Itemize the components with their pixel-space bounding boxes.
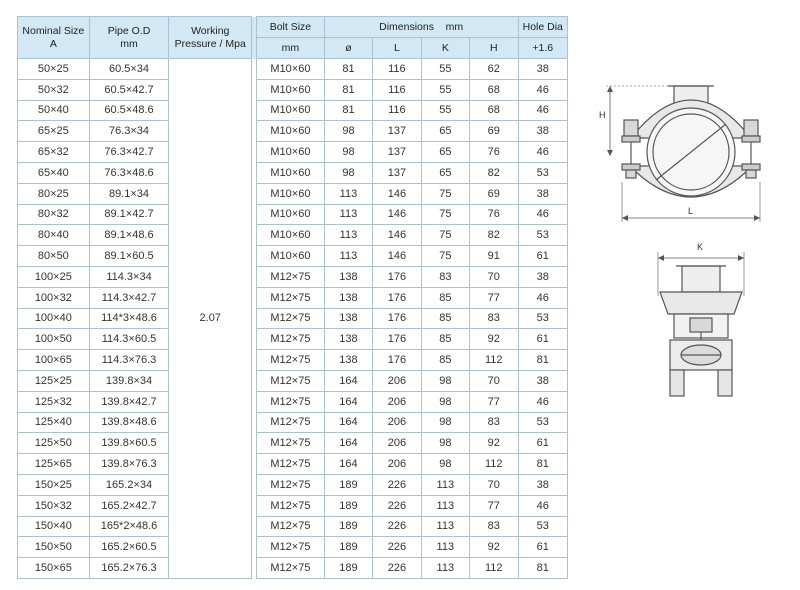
cell-hole-dia: 38 — [518, 59, 568, 80]
cell-dim-k: 113 — [421, 558, 469, 579]
cell-bolt-size: M12×75 — [257, 266, 325, 287]
saddle-clamp-side-view — [646, 236, 756, 406]
cell-pipe-od: 139.8×60.5 — [89, 433, 169, 454]
cell-dim-diameter: 138 — [324, 287, 372, 308]
cell-pipe-od: 165.2×76.3 — [89, 558, 169, 579]
table-row — [18, 100, 568, 121]
cell-pipe-od: 114.3×60.5 — [89, 329, 169, 350]
cell-nominal-size: 125×40 — [18, 412, 90, 433]
cell-dim-h: 92 — [470, 329, 518, 350]
cell-dim-l: 137 — [373, 162, 421, 183]
dimension-h-label: H — [599, 110, 606, 120]
cell-dim-diameter: 164 — [324, 391, 372, 412]
cell-bolt-size: M12×75 — [257, 329, 325, 350]
cell-dim-l: 176 — [373, 266, 421, 287]
cell-hole-dia: 53 — [518, 225, 568, 246]
cell-dim-h: 76 — [470, 142, 518, 163]
cell-dim-k: 113 — [421, 537, 469, 558]
cell-dim-h: 112 — [470, 454, 518, 475]
table-row — [18, 246, 568, 267]
cell-nominal-size: 50×40 — [18, 100, 90, 121]
header-dim-diameter: ø — [324, 38, 372, 59]
cell-dim-h: 82 — [470, 162, 518, 183]
cell-pipe-od: 114.3×76.3 — [89, 350, 169, 371]
cell-dim-k: 98 — [421, 433, 469, 454]
table-row — [18, 329, 568, 350]
cell-dim-k: 75 — [421, 183, 469, 204]
dimension-k-label: K — [697, 242, 704, 252]
cell-dim-h: 69 — [470, 121, 518, 142]
cell-pipe-od: 165*2×48.6 — [89, 516, 169, 537]
header-dim-l: L — [373, 38, 421, 59]
cell-dim-h: 112 — [470, 350, 518, 371]
cell-pipe-od: 89.1×34 — [89, 183, 169, 204]
cell-hole-dia: 61 — [518, 329, 568, 350]
cell-hole-dia: 38 — [518, 474, 568, 495]
header-dimensions: Dimensions mm — [324, 17, 518, 38]
cell-dim-k: 98 — [421, 391, 469, 412]
cell-nominal-size: 80×25 — [18, 183, 90, 204]
cell-dim-l: 176 — [373, 350, 421, 371]
cell-bolt-size: M10×60 — [257, 183, 325, 204]
cell-pipe-od: 139.8×76.3 — [89, 454, 169, 475]
header-working-pressure: Working Pressure / Mpa — [169, 17, 252, 59]
cell-hole-dia: 61 — [518, 537, 568, 558]
cell-hole-dia: 38 — [518, 370, 568, 391]
cell-dim-l: 146 — [373, 183, 421, 204]
cell-bolt-size: M10×60 — [257, 204, 325, 225]
cell-pipe-od: 60.5×34 — [89, 59, 169, 80]
table-row — [18, 183, 568, 204]
cell-nominal-size: 100×65 — [18, 350, 90, 371]
table-row — [18, 287, 568, 308]
cell-working-pressure: 2.07 — [169, 59, 252, 579]
cell-dim-h: 76 — [470, 204, 518, 225]
cell-dim-diameter: 98 — [324, 121, 372, 142]
cell-dim-diameter: 189 — [324, 516, 372, 537]
cell-hole-dia: 46 — [518, 495, 568, 516]
table-row — [18, 495, 568, 516]
cell-dim-diameter: 113 — [324, 225, 372, 246]
cell-dim-l: 176 — [373, 329, 421, 350]
cell-nominal-size: 150×32 — [18, 495, 90, 516]
cell-bolt-size: M10×60 — [257, 162, 325, 183]
cell-dim-l: 146 — [373, 225, 421, 246]
cell-dim-diameter: 81 — [324, 59, 372, 80]
cell-dim-l: 137 — [373, 142, 421, 163]
cell-hole-dia: 61 — [518, 433, 568, 454]
cell-dim-k: 75 — [421, 204, 469, 225]
cell-nominal-size: 100×25 — [18, 266, 90, 287]
cell-hole-dia: 53 — [518, 308, 568, 329]
cell-bolt-size: M12×75 — [257, 537, 325, 558]
cell-dim-diameter: 138 — [324, 266, 372, 287]
cell-dim-diameter: 138 — [324, 350, 372, 371]
cell-dim-diameter: 138 — [324, 308, 372, 329]
table-row — [18, 121, 568, 142]
cell-pipe-od: 165.2×60.5 — [89, 537, 169, 558]
header-dim-k: K — [421, 38, 469, 59]
cell-dim-k: 65 — [421, 162, 469, 183]
cell-hole-dia: 38 — [518, 266, 568, 287]
cell-dim-k: 85 — [421, 350, 469, 371]
cell-dim-l: 206 — [373, 370, 421, 391]
cell-dim-l: 116 — [373, 59, 421, 80]
table-row — [18, 142, 568, 163]
cell-dim-h: 83 — [470, 308, 518, 329]
cell-dim-h: 92 — [470, 433, 518, 454]
cell-pipe-od: 165.2×34 — [89, 474, 169, 495]
cell-dim-diameter: 113 — [324, 204, 372, 225]
table-row — [18, 79, 568, 100]
cell-nominal-size: 125×32 — [18, 391, 90, 412]
cell-dim-l: 146 — [373, 204, 421, 225]
cell-dim-k: 55 — [421, 100, 469, 121]
cell-dim-h: 77 — [470, 495, 518, 516]
cell-dim-h: 62 — [470, 59, 518, 80]
cell-dim-h: 70 — [470, 370, 518, 391]
cell-dim-k: 85 — [421, 287, 469, 308]
cell-dim-h: 68 — [470, 100, 518, 121]
cell-hole-dia: 46 — [518, 100, 568, 121]
cell-bolt-size: M12×75 — [257, 495, 325, 516]
cell-pipe-od: 89.1×60.5 — [89, 246, 169, 267]
cell-dim-l: 176 — [373, 287, 421, 308]
cell-dim-l: 116 — [373, 79, 421, 100]
cell-dim-k: 75 — [421, 225, 469, 246]
cell-dim-diameter: 98 — [324, 142, 372, 163]
header-dim-h: H — [470, 38, 518, 59]
cell-dim-h: 83 — [470, 516, 518, 537]
cell-bolt-size: M10×60 — [257, 121, 325, 142]
cell-dim-l: 226 — [373, 474, 421, 495]
cell-dim-k: 98 — [421, 370, 469, 391]
cell-dim-k: 83 — [421, 266, 469, 287]
cell-dim-diameter: 189 — [324, 495, 372, 516]
cell-bolt-size: M10×60 — [257, 59, 325, 80]
cell-dim-h: 70 — [470, 474, 518, 495]
cell-nominal-size: 100×40 — [18, 308, 90, 329]
cell-nominal-size: 80×40 — [18, 225, 90, 246]
cell-nominal-size: 80×50 — [18, 246, 90, 267]
cell-nominal-size: 50×25 — [18, 59, 90, 80]
cell-pipe-od: 165.2×42.7 — [89, 495, 169, 516]
table-row — [18, 162, 568, 183]
table-row — [18, 370, 568, 391]
cell-bolt-size: M10×60 — [257, 246, 325, 267]
saddle-clamp-spec-table — [17, 16, 568, 579]
cell-pipe-od: 76.3×48.6 — [89, 162, 169, 183]
cell-pipe-od: 114.3×34 — [89, 266, 169, 287]
cell-dim-k: 65 — [421, 142, 469, 163]
cell-nominal-size: 150×40 — [18, 516, 90, 537]
cell-bolt-size: M12×75 — [257, 287, 325, 308]
cell-hole-dia: 38 — [518, 121, 568, 142]
cell-dim-h: 91 — [470, 246, 518, 267]
cell-dim-diameter: 81 — [324, 100, 372, 121]
cell-dim-l: 176 — [373, 308, 421, 329]
cell-dim-h: 70 — [470, 266, 518, 287]
table-row — [18, 454, 568, 475]
cell-hole-dia: 46 — [518, 79, 568, 100]
cell-dim-k: 98 — [421, 412, 469, 433]
header-bolt-size: Bolt Size — [257, 17, 325, 38]
cell-hole-dia: 46 — [518, 287, 568, 308]
cell-dim-diameter: 164 — [324, 433, 372, 454]
cell-dim-l: 226 — [373, 537, 421, 558]
table-row — [18, 433, 568, 454]
cell-pipe-od: 114*3×48.6 — [89, 308, 169, 329]
cell-dim-diameter: 81 — [324, 79, 372, 100]
table-row — [18, 225, 568, 246]
cell-bolt-size: M12×75 — [257, 454, 325, 475]
cell-nominal-size: 80×32 — [18, 204, 90, 225]
cell-dim-diameter: 164 — [324, 412, 372, 433]
cell-pipe-od: 76.3×34 — [89, 121, 169, 142]
table-row — [18, 266, 568, 287]
cell-nominal-size: 65×32 — [18, 142, 90, 163]
cell-dim-diameter: 189 — [324, 474, 372, 495]
cell-dim-diameter: 113 — [324, 246, 372, 267]
cell-pipe-od: 60.5×48.6 — [89, 100, 169, 121]
table-row — [18, 391, 568, 412]
cell-pipe-od: 114.3×42.7 — [89, 287, 169, 308]
cell-nominal-size: 150×25 — [18, 474, 90, 495]
cell-nominal-size: 125×50 — [18, 433, 90, 454]
cell-dim-l: 137 — [373, 121, 421, 142]
cell-hole-dia: 53 — [518, 162, 568, 183]
table-row — [18, 558, 568, 579]
cell-bolt-size: M12×75 — [257, 433, 325, 454]
cell-dim-h: 77 — [470, 391, 518, 412]
cell-dim-diameter: 164 — [324, 454, 372, 475]
cell-dim-diameter: 98 — [324, 162, 372, 183]
table-row — [18, 537, 568, 558]
cell-hole-dia: 46 — [518, 142, 568, 163]
cell-nominal-size: 150×50 — [18, 537, 90, 558]
cell-dim-k: 98 — [421, 454, 469, 475]
table-row — [18, 516, 568, 537]
cell-hole-dia: 53 — [518, 516, 568, 537]
cell-dim-k: 75 — [421, 246, 469, 267]
cell-dim-h: 68 — [470, 79, 518, 100]
cell-pipe-od: 89.1×42.7 — [89, 204, 169, 225]
saddle-clamp-front-view — [596, 72, 786, 232]
table-row — [18, 412, 568, 433]
cell-dim-k: 85 — [421, 308, 469, 329]
cell-nominal-size: 50×32 — [18, 79, 90, 100]
cell-dim-diameter: 113 — [324, 183, 372, 204]
cell-dim-l: 226 — [373, 558, 421, 579]
cell-pipe-od: 139.8×48.6 — [89, 412, 169, 433]
cell-bolt-size: M12×75 — [257, 412, 325, 433]
cell-bolt-size: M12×75 — [257, 391, 325, 412]
cell-bolt-size: M12×75 — [257, 558, 325, 579]
cell-bolt-size: M12×75 — [257, 474, 325, 495]
table-row — [18, 474, 568, 495]
header-nominal-size: Nominal Size A — [18, 17, 90, 59]
cell-dim-l: 206 — [373, 433, 421, 454]
cell-pipe-od: 76.3×42.7 — [89, 142, 169, 163]
cell-dim-k: 113 — [421, 474, 469, 495]
cell-bolt-size: M10×60 — [257, 142, 325, 163]
cell-pipe-od: 60.5×42.7 — [89, 79, 169, 100]
cell-dim-diameter: 138 — [324, 329, 372, 350]
cell-dim-diameter: 189 — [324, 537, 372, 558]
cell-hole-dia: 38 — [518, 183, 568, 204]
cell-dim-l: 206 — [373, 412, 421, 433]
cell-dim-h: 69 — [470, 183, 518, 204]
cell-dim-l: 206 — [373, 391, 421, 412]
header-hole-dia: Hole Dia — [518, 17, 568, 38]
cell-nominal-size: 65×40 — [18, 162, 90, 183]
cell-bolt-size: M10×60 — [257, 79, 325, 100]
cell-dim-h: 82 — [470, 225, 518, 246]
cell-dim-k: 65 — [421, 121, 469, 142]
cell-bolt-size: M12×75 — [257, 516, 325, 537]
cell-bolt-size: M12×75 — [257, 308, 325, 329]
cell-dim-l: 146 — [373, 246, 421, 267]
cell-bolt-size: M10×60 — [257, 225, 325, 246]
table-row — [18, 59, 568, 80]
cell-dim-k: 55 — [421, 79, 469, 100]
cell-dim-l: 116 — [373, 100, 421, 121]
cell-dim-k: 113 — [421, 495, 469, 516]
cell-dim-k: 113 — [421, 516, 469, 537]
cell-hole-dia: 81 — [518, 558, 568, 579]
cell-nominal-size: 150×65 — [18, 558, 90, 579]
cell-hole-dia: 81 — [518, 350, 568, 371]
cell-hole-dia: 46 — [518, 391, 568, 412]
cell-bolt-size: M10×60 — [257, 100, 325, 121]
cell-nominal-size: 125×65 — [18, 454, 90, 475]
cell-hole-dia: 61 — [518, 246, 568, 267]
header-pipe-od: Pipe O.D mm — [89, 17, 169, 59]
cell-bolt-size: M12×75 — [257, 350, 325, 371]
table-row — [18, 308, 568, 329]
cell-bolt-size: M12×75 — [257, 370, 325, 391]
cell-hole-dia: 81 — [518, 454, 568, 475]
cell-nominal-size: 100×32 — [18, 287, 90, 308]
cell-dim-diameter: 164 — [324, 370, 372, 391]
cell-dim-k: 85 — [421, 329, 469, 350]
cell-dim-l: 206 — [373, 454, 421, 475]
table-row — [18, 350, 568, 371]
cell-dim-h: 83 — [470, 412, 518, 433]
cell-dim-k: 55 — [421, 59, 469, 80]
cell-dim-h: 77 — [470, 287, 518, 308]
cell-dim-h: 92 — [470, 537, 518, 558]
cell-nominal-size: 125×25 — [18, 370, 90, 391]
dimension-l-label: L — [688, 206, 694, 216]
cell-pipe-od: 139.8×42.7 — [89, 391, 169, 412]
cell-pipe-od: 139.8×34 — [89, 370, 169, 391]
cell-pipe-od: 89.1×48.6 — [89, 225, 169, 246]
table-row — [18, 204, 568, 225]
cell-nominal-size: 100×50 — [18, 329, 90, 350]
cell-nominal-size: 65×25 — [18, 121, 90, 142]
header-bolt-unit: mm — [257, 38, 325, 59]
cell-dim-l: 226 — [373, 516, 421, 537]
cell-hole-dia: 53 — [518, 412, 568, 433]
cell-hole-dia: 46 — [518, 204, 568, 225]
header-hole-tolerance: +1.6 — [518, 38, 568, 59]
cell-dim-diameter: 189 — [324, 558, 372, 579]
cell-dim-l: 226 — [373, 495, 421, 516]
cell-dim-h: 112 — [470, 558, 518, 579]
